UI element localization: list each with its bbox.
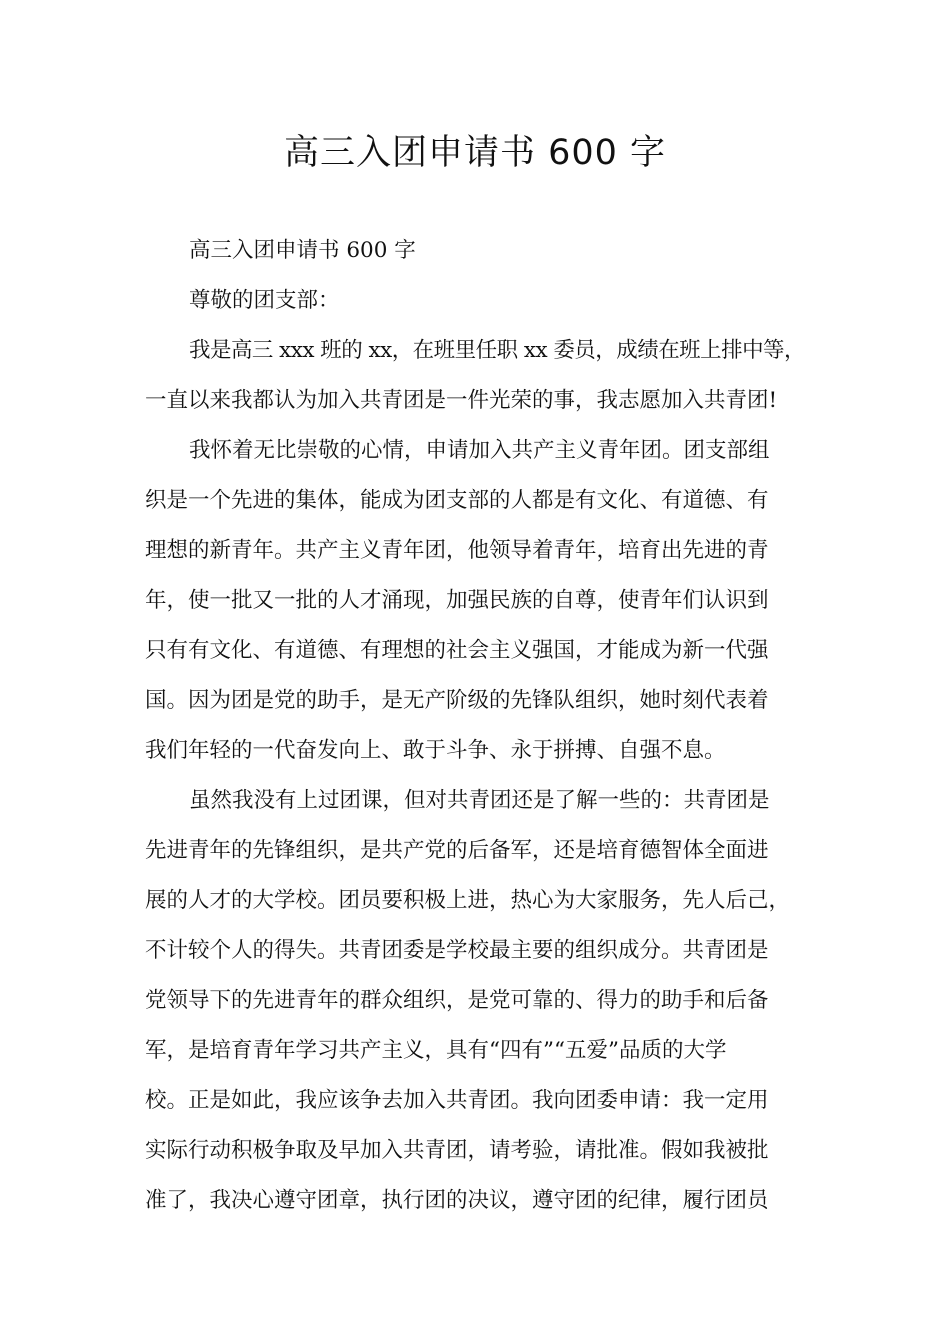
- text-line: 先进青年的先锋组织，是共产党的后备军，还是培育德智体全面进: [145, 838, 769, 863]
- text-line: 理想的新青年。共产主义青年团，他领导着青年，培育出先进的青: [145, 538, 769, 563]
- text-line: 我是高三 xxx 班的 xx，在班里任职 xx 委员，成绩在班上排中等，: [189, 338, 805, 363]
- text-line: 我怀着无比崇敬的心情，申请加入共产主义青年团。团支部组: [189, 438, 770, 463]
- text-line: 高三入团申请书 600 字: [189, 238, 416, 263]
- document-body: [145, 226, 805, 1226]
- text-line: 虽然我没有上过团课，但对共青团还是了解一些的：共青团是: [189, 788, 770, 813]
- text-line: 党领导下的先进青年的群众组织，是党可靠的、得力的助手和后备: [145, 988, 769, 1013]
- text-line: 不计较个人的得失。共青团委是学校最主要的组织成分。共青团是: [145, 938, 769, 963]
- text-line: 军，是培育青年学习共产主义，具有“四有”“五爱”品质的大学: [145, 1038, 727, 1063]
- document-title: 高三入团申请书 600 字: [283, 133, 667, 173]
- text-line: 展的人才的大学校。团员要积极上进，热心为大家服务，先人后己，: [145, 888, 791, 913]
- paragraph-understanding: [145, 776, 805, 1226]
- text-line: 实际行动积极争取及早加入共青团，请考验，请批准。假如我被批: [145, 1138, 769, 1163]
- paragraph-salutation: [145, 276, 805, 326]
- text-line: 尊敬的团支部：: [189, 288, 340, 313]
- text-line: 校。正是如此，我应该争去加入共青团。我向团委申请：我一定用: [145, 1088, 769, 1113]
- text-line: 年，使一批又一批的人才涌现，加强民族的自尊，使青年们认识到: [145, 588, 769, 613]
- text-line: 只有有文化、有道德、有理想的社会主义强国，才能成为新一代强: [145, 638, 769, 663]
- text-line: 我们年轻的一代奋发向上、敢于斗争、永于拼搏、自强不息。: [145, 738, 726, 763]
- text-line: 一直以来我都认为加入共青团是一件光荣的事，我志愿加入共青团!: [145, 388, 778, 413]
- text-line: 织是一个先进的集体，能成为团支部的人都是有文化、有道德、有: [145, 488, 769, 513]
- paragraph-subtitle: [145, 226, 805, 276]
- paragraph-introduction: [145, 326, 805, 426]
- text-line: 国。因为团是党的助手，是无产阶级的先锋队组织，她时刻代表着: [145, 688, 769, 713]
- text-line: 准了，我决心遵守团章，执行团的决议，遵守团的纪律，履行团员: [145, 1188, 769, 1213]
- paragraph-motivation: [145, 426, 805, 776]
